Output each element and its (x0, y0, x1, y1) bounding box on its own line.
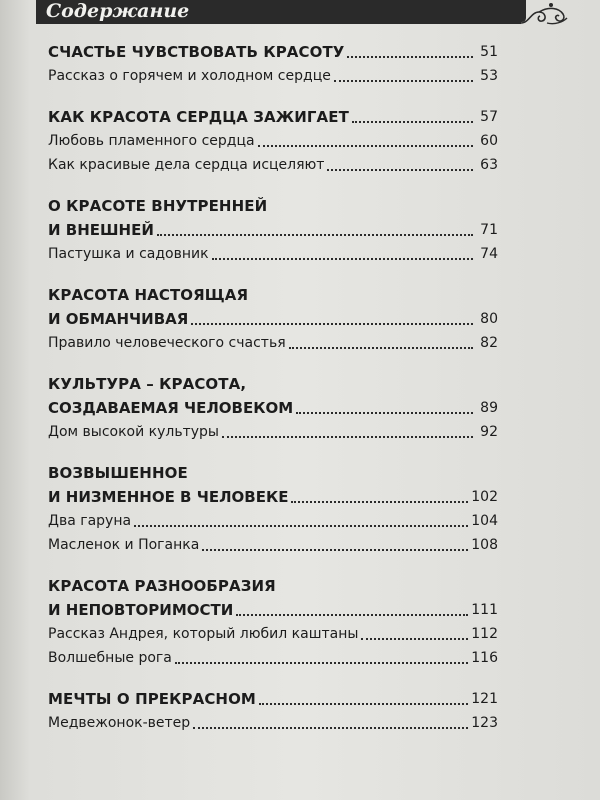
toc-section (48, 40, 498, 88)
dot-leader (361, 638, 468, 640)
dot-leader (334, 80, 473, 82)
toc-story-row[interactable] (48, 509, 498, 533)
toc-chapter-row[interactable] (48, 574, 498, 598)
dot-leader (347, 56, 473, 58)
page-number: 51 (480, 44, 498, 60)
page-title: Содержание (46, 0, 190, 22)
page-number: 60 (480, 133, 498, 149)
story-title: Как красивые дела сердца исцеляют (48, 157, 325, 173)
toc-story-row[interactable] (48, 646, 498, 670)
header-rule (36, 22, 496, 24)
chapter-title: КУЛЬТУРА – КРАСОТА, (48, 375, 247, 393)
toc-chapter-row[interactable] (48, 372, 498, 396)
dot-leader (352, 121, 473, 123)
dot-leader (296, 412, 473, 414)
chapter-title: КАК КРАСОТА СЕРДЦА ЗАЖИГАЕТ (48, 108, 349, 126)
dot-leader (327, 169, 473, 171)
chapter-title: ВОЗВЫШЕННОЕ (48, 464, 188, 482)
toc-chapter-row[interactable] (48, 40, 498, 64)
toc-chapter-row[interactable] (48, 307, 498, 331)
toc-story-row[interactable] (48, 153, 498, 177)
page-number: 92 (480, 424, 498, 440)
chapter-title: И НЕПОВТОРИМОСТИ (48, 601, 234, 619)
dot-leader (236, 614, 468, 616)
dot-leader (191, 323, 473, 325)
toc-chapter-row[interactable] (48, 283, 498, 307)
story-title: Масленок и Поганка (48, 537, 200, 553)
toc-section (48, 687, 498, 735)
toc-section (48, 372, 498, 444)
page-number: 63 (480, 157, 498, 173)
toc-section (48, 105, 498, 177)
toc-chapter-row[interactable] (48, 485, 498, 509)
page-number: 112 (471, 626, 498, 642)
story-title: Пастушка и садовник (48, 246, 209, 262)
story-title: Рассказ Андрея, который любил каштаны (48, 626, 359, 642)
dot-leader (291, 501, 468, 503)
toc-story-row[interactable] (48, 711, 498, 735)
toc-section (48, 574, 498, 670)
flourish-ornament-icon (491, 0, 571, 30)
toc-chapter-row[interactable] (48, 396, 498, 420)
page-number: 71 (480, 222, 498, 238)
page-number: 80 (480, 311, 498, 327)
page-number: 82 (480, 335, 498, 351)
page-number: 121 (471, 691, 498, 707)
dot-leader (259, 703, 468, 705)
toc-section (48, 283, 498, 355)
page-number: 104 (471, 513, 498, 529)
toc-section (48, 461, 498, 557)
page-header (36, 0, 566, 30)
dot-leader (258, 145, 473, 147)
toc-story-row[interactable] (48, 420, 498, 444)
table-of-contents (48, 40, 498, 752)
toc-chapter-row[interactable] (48, 194, 498, 218)
page-number: 53 (480, 68, 498, 84)
dot-leader (193, 727, 468, 729)
page-number: 89 (480, 400, 498, 416)
chapter-title: СОЗДАВАЕМАЯ ЧЕЛОВЕКОМ (48, 399, 294, 417)
story-title: Волшебные рога (48, 650, 172, 666)
toc-chapter-row[interactable] (48, 598, 498, 622)
story-title: Дом высокой культуры (48, 424, 219, 440)
toc-story-row[interactable] (48, 64, 498, 88)
dot-leader (134, 525, 468, 527)
chapter-title: МЕЧТЫ О ПРЕКРАСНОМ (48, 690, 256, 708)
page-number: 123 (471, 715, 498, 731)
toc-story-row[interactable] (48, 129, 498, 153)
page-number: 111 (471, 602, 498, 618)
dot-leader (222, 436, 473, 438)
toc-section (48, 194, 498, 266)
toc-story-row[interactable] (48, 533, 498, 557)
toc-chapter-row[interactable] (48, 461, 498, 485)
chapter-title: И ВНЕШНЕЙ (48, 221, 154, 239)
page-number: 74 (480, 246, 498, 262)
story-title: Медвежонок-ветер (48, 715, 191, 731)
chapter-title: КРАСОТА РАЗНООБРАЗИЯ (48, 577, 276, 595)
chapter-title: СЧАСТЬЕ ЧУВСТВОВАТЬ КРАСОТУ (48, 43, 345, 61)
dot-leader (157, 234, 473, 236)
toc-story-row[interactable] (48, 331, 498, 355)
chapter-title: КРАСОТА НАСТОЯЩАЯ (48, 286, 249, 304)
toc-story-row[interactable] (48, 622, 498, 646)
story-title: Правило человеческого счастья (48, 335, 286, 351)
story-title: Два гаруна (48, 513, 132, 529)
dot-leader (212, 258, 473, 260)
chapter-title: О КРАСОТЕ ВНУТРЕННЕЙ (48, 197, 268, 215)
page-number: 57 (480, 109, 498, 125)
dot-leader (202, 549, 468, 551)
toc-chapter-row[interactable] (48, 687, 498, 711)
story-title: Любовь пламенного сердца (48, 133, 255, 149)
toc-chapter-row[interactable] (48, 218, 498, 242)
chapter-title: И ОБМАНЧИВАЯ (48, 310, 189, 328)
page-number: 116 (471, 650, 498, 666)
toc-story-row[interactable] (48, 242, 498, 266)
chapter-title: И НИЗМЕННОЕ В ЧЕЛОВЕКЕ (48, 488, 289, 506)
dot-leader (289, 347, 473, 349)
dot-leader (175, 662, 468, 664)
toc-chapter-row[interactable] (48, 105, 498, 129)
page-number: 108 (471, 537, 498, 553)
story-title: Рассказ о горячем и холодном сердце (48, 68, 331, 84)
page-number: 102 (471, 489, 498, 505)
